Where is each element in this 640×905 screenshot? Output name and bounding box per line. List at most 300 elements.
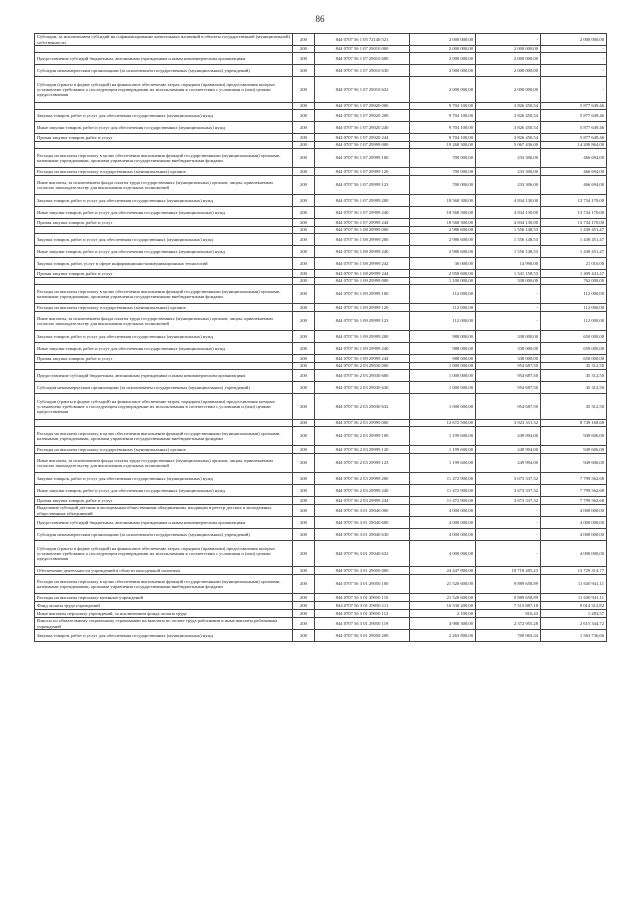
executed-amount: 954 687,50 — [476, 370, 541, 382]
unexecuted-amount: 466 694,00 — [541, 168, 607, 176]
table-row — [35, 594, 607, 602]
approved-amount: 9 704 100,00 — [410, 110, 476, 122]
approved-amount: 1 000 000,00 — [410, 370, 476, 382]
budget-classification-code: 844 0707 56 3 01 29040 630 — [315, 529, 410, 541]
line-item-name: Закупка товаров, работ и услуг для обеспечения государственных (муниципальных) нужд — [35, 630, 293, 642]
unexecuted-amount: 8 749 168,68 — [541, 420, 607, 427]
budget-classification-code: 844 0707 56 3 01 29040 600 — [315, 517, 410, 529]
unexecuted-amount: 466 694,00 — [541, 149, 607, 168]
executed-amount: 3 826 450,54 — [476, 134, 541, 142]
budget-classification-code: 844 0707 56 1 07 29010 600 — [315, 53, 410, 65]
table-row — [35, 103, 607, 110]
budget-classification-code: 844 0707 56 1 07 29010 000 — [315, 46, 410, 53]
budget-classification-code: 844 0707 56 3 01 29050 119 — [315, 618, 410, 630]
table-row — [35, 473, 607, 485]
approved-amount: 700 000,00 — [410, 168, 476, 176]
line-code: 200 — [293, 610, 315, 618]
approved-amount: 112 000,00 — [410, 312, 476, 331]
table-row — [35, 110, 607, 122]
line-code: 200 — [293, 258, 315, 270]
approved-amount: 988 000,00 — [410, 343, 476, 355]
executed-amount: 3 826 450,54 — [476, 122, 541, 134]
unexecuted-amount: 112 000,00 — [541, 285, 607, 304]
budget-classification-code: 844 0707 56 2 03 29999 200 — [315, 473, 410, 485]
executed-amount: 954 687,50 — [476, 394, 541, 420]
line-code: 200 — [293, 34, 315, 46]
budget-classification-code: 844 0707 56 1 09 29999 244 — [315, 355, 410, 363]
budget-classification-code: 844 0707 56 1 07 29999 000 — [315, 142, 410, 149]
approved-amount: 21 520 600,00 — [410, 575, 476, 594]
executed-amount: - — [476, 34, 541, 46]
budget-classification-code: 844 0707 56 1 09 29999 200 — [315, 331, 410, 343]
approved-amount: 2 986 600,00 — [410, 227, 476, 234]
line-item-name: Фонд оплаты труда учреждений — [35, 602, 293, 610]
table-row — [35, 246, 607, 258]
budget-classification-code: 844 0707 56 3 01 29050 000 — [315, 567, 410, 575]
line-code: 200 — [293, 227, 315, 234]
line-code: 200 — [293, 103, 315, 110]
executed-amount: 3 826 450,54 — [476, 103, 541, 110]
unexecuted-amount: 5 877 649,46 — [541, 110, 607, 122]
executed-amount: 10 718 485,23 — [476, 567, 541, 575]
approved-amount: 700 000,00 — [410, 149, 476, 168]
budget-classification-code: 844 0707 56 2 03 29030 632 — [315, 394, 410, 420]
executed-amount: 338 000,00 — [476, 278, 541, 285]
line-item-name: Иные закупки товаров, работ и услуг для обеспечения государственных (муниципальных) нужд — [35, 207, 293, 219]
executed-amount: 1 541 158,53 — [476, 270, 541, 278]
approved-amount: 1 100 000,00 — [410, 278, 476, 285]
line-code: 200 — [293, 630, 315, 642]
budget-classification-code: 844 0707 56 1 09 29999 100 — [315, 285, 410, 304]
budget-classification-code: 844 0707 56 1 09 29999 240 — [315, 343, 410, 355]
unexecuted-amount: 112 000,00 — [541, 312, 607, 331]
unexecuted-amount: 45 312,50 — [541, 382, 607, 394]
line-code: 200 — [293, 575, 315, 594]
line-item-name: Предоставление субсидий бюджетным, автономным учреждениям и иным некоммерческим организациям — [35, 53, 293, 65]
line-code: 200 — [293, 278, 315, 285]
line-code: 200 — [293, 567, 315, 575]
approved-amount: 1 000 000,00 — [410, 382, 476, 394]
line-code: 200 — [293, 331, 315, 343]
table-row — [35, 529, 607, 541]
line-code: 200 — [293, 168, 315, 176]
budget-classification-code: 844 0707 56 1 09 29999 123 — [315, 312, 410, 331]
line-item-name: Субсидии некоммерческим организациям (за исключением государственных (муниципальных) учреждений) — [35, 382, 293, 394]
table-row — [35, 331, 607, 343]
budget-classification-code: 844 0707 56 1 07 29020 000 — [315, 103, 410, 110]
budget-classification-code: 844 0707 56 1 08 29999 244 — [315, 270, 410, 278]
table-row — [35, 278, 607, 285]
unexecuted-amount: 650 000,00 — [541, 331, 607, 343]
approved-amount: 18 568 300,00 — [410, 207, 476, 219]
page-number: 86 — [315, 14, 325, 24]
table-row — [35, 567, 607, 575]
line-item-name: Расходы на выплаты персоналу в целях обеспечения выполнения функций государственными (муниципальными) органами, казенными учреждениями, органами управления государственными внебюджетными фондами — [35, 427, 293, 446]
table-row — [35, 363, 607, 370]
line-code: 200 — [293, 541, 315, 567]
line-item-name — [35, 227, 293, 234]
unexecuted-amount: 21 010,00 — [541, 258, 607, 270]
executed-amount: 2 000 000,00 — [476, 46, 541, 53]
executed-amount: 233 306,00 — [476, 149, 541, 168]
budget-classification-code: 844 0707 56 3 01 29050 111 — [315, 602, 410, 610]
unexecuted-amount: - — [541, 77, 607, 103]
line-item-name: Иные выплаты, за исключением фонда оплаты труда государственных (муниципальных) органов, лицам, привлекаемым согласно законодательству для выполнения отдельных полномочий — [35, 312, 293, 331]
unexecuted-amount: 13 734 170,00 — [541, 195, 607, 207]
budget-classification-code: 844 0707 56 1 05 72140 521 — [315, 34, 410, 46]
line-item-name: Субсидии (гранты в форме субсидий) на финансовое обеспечение затрат, порядком (правилами) предоставления которых установлено требование о последующем подтверждении их использования в соответствии с условиями и (или) целями предоставления — [35, 77, 293, 103]
line-code: 200 — [293, 517, 315, 529]
line-item-name — [35, 46, 293, 53]
approved-amount: 9 704 100,00 — [410, 134, 476, 142]
unexecuted-amount: 2 615 344,72 — [541, 618, 607, 630]
approved-amount: 1 000 000,00 — [410, 363, 476, 370]
executed-amount: 1 556 148,53 — [476, 246, 541, 258]
unexecuted-amount: 1 430 451,47 — [541, 227, 607, 234]
budget-classification-code: 844 0707 56 1 08 29999 200 — [315, 234, 410, 246]
table-row — [35, 46, 607, 53]
budget-classification-code: 844 0707 56 3 01 29050 112 — [315, 610, 410, 618]
executed-amount: 3 826 450,54 — [476, 110, 541, 122]
table-row — [35, 312, 607, 331]
line-item-name: Прочая закупка товаров, работ и услуг — [35, 497, 293, 505]
approved-amount: 1 199 600,00 — [410, 454, 476, 473]
line-item-name: Субсидии некоммерческим организациям (за исключением государственных (муниципальных) учреждений) — [35, 529, 293, 541]
budget-classification-code: 844 0707 56 2 03 29999 120 — [315, 446, 410, 454]
approved-amount: 1 000 000,00 — [410, 394, 476, 420]
line-item-name: Выделение субсидий детским и молодежным общественным объединениям, входящим в реестр детских и молодежных общественных объединений — [35, 505, 293, 517]
executed-amount: 338 000,00 — [476, 355, 541, 363]
approved-amount: 2 986 600,00 — [410, 234, 476, 246]
table-row — [35, 122, 607, 134]
executed-amount: 249 994,00 — [476, 427, 541, 446]
executed-amount: - — [476, 505, 541, 517]
unexecuted-amount: 11 630 941,11 — [541, 575, 607, 594]
unexecuted-amount: - — [541, 53, 607, 65]
line-code: 200 — [293, 134, 315, 142]
line-item-name: Прочая закупка товаров, работ и услуг — [35, 134, 293, 142]
approved-amount: 2 000 000,00 — [410, 34, 476, 46]
line-item-name: Взносы по обязательному социальному страхованию на выплаты по оплате труда работников и иные выплаты работникам учреждений — [35, 618, 293, 630]
approved-amount: 2 000 000,00 — [410, 53, 476, 65]
approved-amount: 988 000,00 — [410, 331, 476, 343]
budget-classification-code: 844 0707 56 1 07 29999 120 — [315, 168, 410, 176]
line-item-name — [35, 278, 293, 285]
unexecuted-amount: 466 694,00 — [541, 176, 607, 195]
executed-amount: - — [476, 285, 541, 304]
budget-classification-code: 844 0707 56 2 03 29999 244 — [315, 497, 410, 505]
approved-amount: 988 000,00 — [410, 355, 476, 363]
unexecuted-amount: 11 630 941,11 — [541, 594, 607, 602]
executed-amount: - — [476, 541, 541, 567]
budget-classification-code: 844 0707 56 1 08 29999 242 — [315, 258, 410, 270]
line-item-name: Субсидии некоммерческим организациям (за исключением государственных (муниципальных) учреждений) — [35, 65, 293, 77]
executed-amount: 954 687,50 — [476, 382, 541, 394]
table-row — [35, 285, 607, 304]
table-row — [35, 485, 607, 497]
line-code: 200 — [293, 602, 315, 610]
table-row — [35, 541, 607, 567]
line-code: 200 — [293, 246, 315, 258]
unexecuted-amount: 112 000,00 — [541, 304, 607, 312]
table-row — [35, 53, 607, 65]
line-item-name: Субсидии (гранты в форме субсидий) на финансовое обеспечение затрат, порядком (правилами) предоставления которых установлено требование о последующем подтверждении их использования в соответствии с условиями и (или) целями предоставления — [35, 541, 293, 567]
line-code: 200 — [293, 176, 315, 195]
line-item-name: Расходы на выплаты персоналу государственных (муниципальных) органов — [35, 168, 293, 176]
line-item-name: Расходы на выплаты персоналу казенных учреждений — [35, 594, 293, 602]
line-item-name: Расходы на выплаты персоналу в целях обеспечения выполнения функций государственными (муниципальными) органами, казенными учреждениями, органами управления государственными внебюджетными фондами — [35, 149, 293, 168]
budget-classification-code: 844 0707 56 1 07 29999 100 — [315, 149, 410, 168]
line-item-name: Иные закупки товаров, работ и услуг для обеспечения государственных (муниципальных) нужд — [35, 485, 293, 497]
line-code: 200 — [293, 65, 315, 77]
approved-amount: 2 000 000,00 — [410, 46, 476, 53]
approved-amount: 11 472 900,00 — [410, 473, 476, 485]
table-row — [35, 234, 607, 246]
unexecuted-amount: 9 014 312,82 — [541, 602, 607, 610]
line-code: 200 — [293, 53, 315, 65]
table-row — [35, 610, 607, 618]
table-row — [35, 497, 607, 505]
unexecuted-amount: 14 200 864,00 — [541, 142, 607, 149]
table-row — [35, 355, 607, 363]
approved-amount: 18 568 300,00 — [410, 195, 476, 207]
table-row — [35, 207, 607, 219]
budget-classification-code: 844 0707 56 2 03 29999 000 — [315, 420, 410, 427]
line-item-name: Субсидии, за исключением субсидий на софинансирование капитальных вложений в объекты государственной (муниципальной) собственности — [35, 34, 293, 46]
executed-amount: 4 834 130,00 — [476, 207, 541, 219]
line-code: 200 — [293, 420, 315, 427]
table-row — [35, 630, 607, 642]
approved-amount: 2 950 600,00 — [410, 270, 476, 278]
line-code: 200 — [293, 505, 315, 517]
line-code: 200 — [293, 454, 315, 473]
table-row — [35, 517, 607, 529]
unexecuted-amount: 762 000,00 — [541, 278, 607, 285]
unexecuted-amount: 949 606,00 — [541, 446, 607, 454]
executed-amount: 2 000 000,00 — [476, 65, 541, 77]
line-item-name: Расходы на выплаты персоналу государственных (муниципальных) органов — [35, 446, 293, 454]
table-row — [35, 176, 607, 195]
executed-amount: 338 000,00 — [476, 331, 541, 343]
executed-amount: 9 889 658,89 — [476, 575, 541, 594]
line-code: 200 — [293, 207, 315, 219]
line-code: 200 — [293, 394, 315, 420]
approved-amount: 11 472 900,00 — [410, 485, 476, 497]
budget-classification-code: 844 0707 56 2 03 29030 000 — [315, 363, 410, 370]
line-item-name: Закупка товаров, работ и услуг для обеспечения государственных (муниципальных) нужд — [35, 234, 293, 246]
executed-amount: 7 515 887,18 — [476, 602, 541, 610]
line-item-name — [35, 142, 293, 149]
unexecuted-amount: 7 799 562,68 — [541, 485, 607, 497]
budget-classification-code: 844 0707 56 1 07 29999 240 — [315, 207, 410, 219]
table-row — [35, 343, 607, 355]
approved-amount: 4 000 000,00 — [410, 517, 476, 529]
line-item-name: Прочая закупка товаров, работ и услуг — [35, 270, 293, 278]
budget-table-body — [35, 34, 607, 642]
line-code: 200 — [293, 285, 315, 304]
approved-amount: 12 672 500,00 — [410, 420, 476, 427]
line-item-name: Иные закупки товаров, работ и услуг для обеспечения государственных (муниципальных) нужд — [35, 246, 293, 258]
budget-classification-code: 844 0707 56 1 07 29020 240 — [315, 122, 410, 134]
approved-amount: 700 000,00 — [410, 176, 476, 195]
line-item-name: Закупка товаров, работ и услуг для обеспечения государственных (муниципальных) нужд — [35, 473, 293, 485]
table-row — [35, 618, 607, 630]
executed-amount: 2 000 000,00 — [476, 77, 541, 103]
executed-amount: - — [476, 312, 541, 331]
line-code: 200 — [293, 234, 315, 246]
line-code: 200 — [293, 304, 315, 312]
line-code: 200 — [293, 312, 315, 331]
line-item-name: Предоставление субсидий бюджетным, автономным учреждениям и иным некоммерческим организациям — [35, 370, 293, 382]
table-row — [35, 149, 607, 168]
line-item-name: Иные выплаты, за исключением фонда оплаты труда государственных (муниципальных) органов, лицам, привлекаемым согласно законодательству для выполнения отдельных полномочий — [35, 176, 293, 195]
approved-amount: 19 268 300,00 — [410, 142, 476, 149]
budget-classification-code: 844 0707 56 1 07 29999 244 — [315, 219, 410, 227]
line-code: 200 — [293, 370, 315, 382]
budget-classification-code: 844 0707 56 1 07 29020 200 — [315, 110, 410, 122]
unexecuted-amount: 5 877 649,46 — [541, 122, 607, 134]
table-row — [35, 258, 607, 270]
table-row — [35, 65, 607, 77]
line-item-name: Прочая закупка товаров, работ и услуг — [35, 355, 293, 363]
line-item-name: Обеспечение деятельности учреждений в области молодежной политики — [35, 567, 293, 575]
unexecuted-amount: 1 430 451,47 — [541, 246, 607, 258]
approved-amount: 24 447 800,00 — [410, 567, 476, 575]
budget-classification-code: 844 0707 56 1 07 29020 244 — [315, 134, 410, 142]
unexecuted-amount: 45 312,50 — [541, 363, 607, 370]
table-row — [35, 370, 607, 382]
approved-amount: 11 472 900,00 — [410, 497, 476, 505]
budget-classification-code: 844 0707 56 2 03 29999 100 — [315, 427, 410, 446]
approved-amount: 18 568 300,00 — [410, 219, 476, 227]
table-row — [35, 34, 607, 46]
budget-classification-code: 844 0707 56 1 08 29999 000 — [315, 227, 410, 234]
budget-classification-code: 844 0707 56 1 07 29010 630 — [315, 65, 410, 77]
line-item-name: Расходы на выплаты персоналу в целях обеспечения выполнения функций государственными (муниципальными) органами, казенными учреждениями, органами управления государственными внебюджетными фондами — [35, 285, 293, 304]
line-item-name: Иные закупки товаров, работ и услуг для обеспечения государственных (муниципальных) нужд — [35, 122, 293, 134]
table-row — [35, 505, 607, 517]
line-code: 200 — [293, 195, 315, 207]
line-item-name — [35, 420, 293, 427]
table-row — [35, 454, 607, 473]
executed-amount: 4 834 130,00 — [476, 195, 541, 207]
line-code: 200 — [293, 122, 315, 134]
budget-classification-code: 844 0707 56 2 03 29030 630 — [315, 382, 410, 394]
executed-amount: 1 556 148,53 — [476, 234, 541, 246]
budget-classification-code: 844 0707 56 3 01 29050 200 — [315, 630, 410, 642]
line-item-name: Закупка товаров, работ и услуг для обеспечения государственных (муниципальных) нужд — [35, 195, 293, 207]
line-code: 200 — [293, 46, 315, 53]
unexecuted-amount: 949 606,00 — [541, 427, 607, 446]
table-row — [35, 77, 607, 103]
executed-amount: 5 067 436,00 — [476, 142, 541, 149]
unexecuted-amount: 13 734 170,00 — [541, 207, 607, 219]
executed-amount: 1 556 148,53 — [476, 227, 541, 234]
executed-amount: 3 673 337,32 — [476, 473, 541, 485]
line-item-name: Иные выплаты, за исключением фонда оплаты труда государственных (муниципальных) органов, лицам, привлекаемым согласно законодательству для выполнения отдельных полномочий — [35, 454, 293, 473]
approved-amount: 4 000 000,00 — [410, 505, 476, 517]
line-code: 200 — [293, 110, 315, 122]
executed-amount: 954 687,50 — [476, 363, 541, 370]
unexecuted-amount: 7 799 562,68 — [541, 497, 607, 505]
line-code: 200 — [293, 473, 315, 485]
budget-classification-code: 844 0707 56 1 07 29010 632 — [315, 77, 410, 103]
unexecuted-amount: 1 283,57 — [541, 610, 607, 618]
budget-classification-code: 844 0707 56 1 09 29999 120 — [315, 304, 410, 312]
budget-classification-code: 844 0707 56 1 07 29999 123 — [315, 176, 410, 195]
budget-classification-code: 844 0707 56 3 01 29040 000 — [315, 505, 410, 517]
budget-classification-code: 844 0707 56 1 08 29999 240 — [315, 246, 410, 258]
table-row — [35, 219, 607, 227]
unexecuted-amount: 650 000,00 — [541, 343, 607, 355]
executed-amount: 2 000 000,00 — [476, 53, 541, 65]
approved-amount: 36 000,00 — [410, 258, 476, 270]
executed-amount: - — [476, 517, 541, 529]
executed-amount: 4 834 130,00 — [476, 219, 541, 227]
table-row — [35, 142, 607, 149]
executed-amount: 3 923 331,32 — [476, 420, 541, 427]
executed-amount: 233 306,00 — [476, 176, 541, 195]
executed-amount: 3 673 337,32 — [476, 497, 541, 505]
table-row — [35, 195, 607, 207]
approved-amount: 2 986 600,00 — [410, 246, 476, 258]
unexecuted-amount: 1 430 451,47 — [541, 234, 607, 246]
approved-amount: 1 199 600,00 — [410, 446, 476, 454]
unexecuted-amount: 1 409 441,47 — [541, 270, 607, 278]
budget-table — [34, 33, 607, 642]
unexecuted-amount: 650 000,00 — [541, 355, 607, 363]
budget-classification-code: 844 0707 56 3 01 29050 100 — [315, 575, 410, 594]
executed-amount: 816,43 — [476, 610, 541, 618]
line-item-name: Закупка товаров, работ и услуг для обеспечения государственных (муниципальных) нужд — [35, 331, 293, 343]
unexecuted-amount: - — [541, 46, 607, 53]
line-code: 200 — [293, 363, 315, 370]
line-code: 200 — [293, 382, 315, 394]
unexecuted-amount: 45 312,50 — [541, 394, 607, 420]
line-code: 200 — [293, 497, 315, 505]
line-code: 200 — [293, 594, 315, 602]
executed-amount: - — [476, 304, 541, 312]
approved-amount: 2 000 000,00 — [410, 77, 476, 103]
approved-amount: 1 199 600,00 — [410, 427, 476, 446]
line-item-name: Расходы на выплаты персоналу в целях обеспечения выполнения функций государственными (муниципальными) органами, казенными учреждениями, органами управления государственными внебюджетными фондами — [35, 575, 293, 594]
unexecuted-amount: 5 877 649,46 — [541, 103, 607, 110]
budget-classification-code: 844 0707 56 3 01 29040 632 — [315, 541, 410, 567]
line-item-name: Субсидии (гранты в форме субсидий) на финансовое обеспечение затрат, порядком (правилами) предоставления которых установлено требование о последующем подтверждении их использования в соответствии с условиями и (или) целями предоставления — [35, 394, 293, 420]
unexecuted-amount: 7 799 562,68 — [541, 473, 607, 485]
table-row — [35, 602, 607, 610]
budget-classification-code: 844 0707 56 2 03 29030 600 — [315, 370, 410, 382]
unexecuted-amount: 4 000 000,00 — [541, 529, 607, 541]
line-item-name: Предоставление субсидий бюджетным, автономным учреждениям и иным некоммерческим организациям — [35, 517, 293, 529]
executed-amount: 3 673 337,32 — [476, 485, 541, 497]
table-row — [35, 420, 607, 427]
line-code: 200 — [293, 618, 315, 630]
executed-amount: 14 990,00 — [476, 258, 541, 270]
approved-amount: 112 000,00 — [410, 285, 476, 304]
budget-classification-code: 844 0707 56 1 09 29999 000 — [315, 278, 410, 285]
approved-amount: 9 704 100,00 — [410, 122, 476, 134]
unexecuted-amount: - — [541, 65, 607, 77]
table-row — [35, 227, 607, 234]
approved-amount: 112 000,00 — [410, 304, 476, 312]
unexecuted-amount: 4 000 000,00 — [541, 517, 607, 529]
line-code: 200 — [293, 219, 315, 227]
approved-amount: 9 704 100,00 — [410, 103, 476, 110]
executed-amount: 338 000,00 — [476, 343, 541, 355]
approved-amount: 16 530 200,00 — [410, 602, 476, 610]
line-code: 200 — [293, 270, 315, 278]
